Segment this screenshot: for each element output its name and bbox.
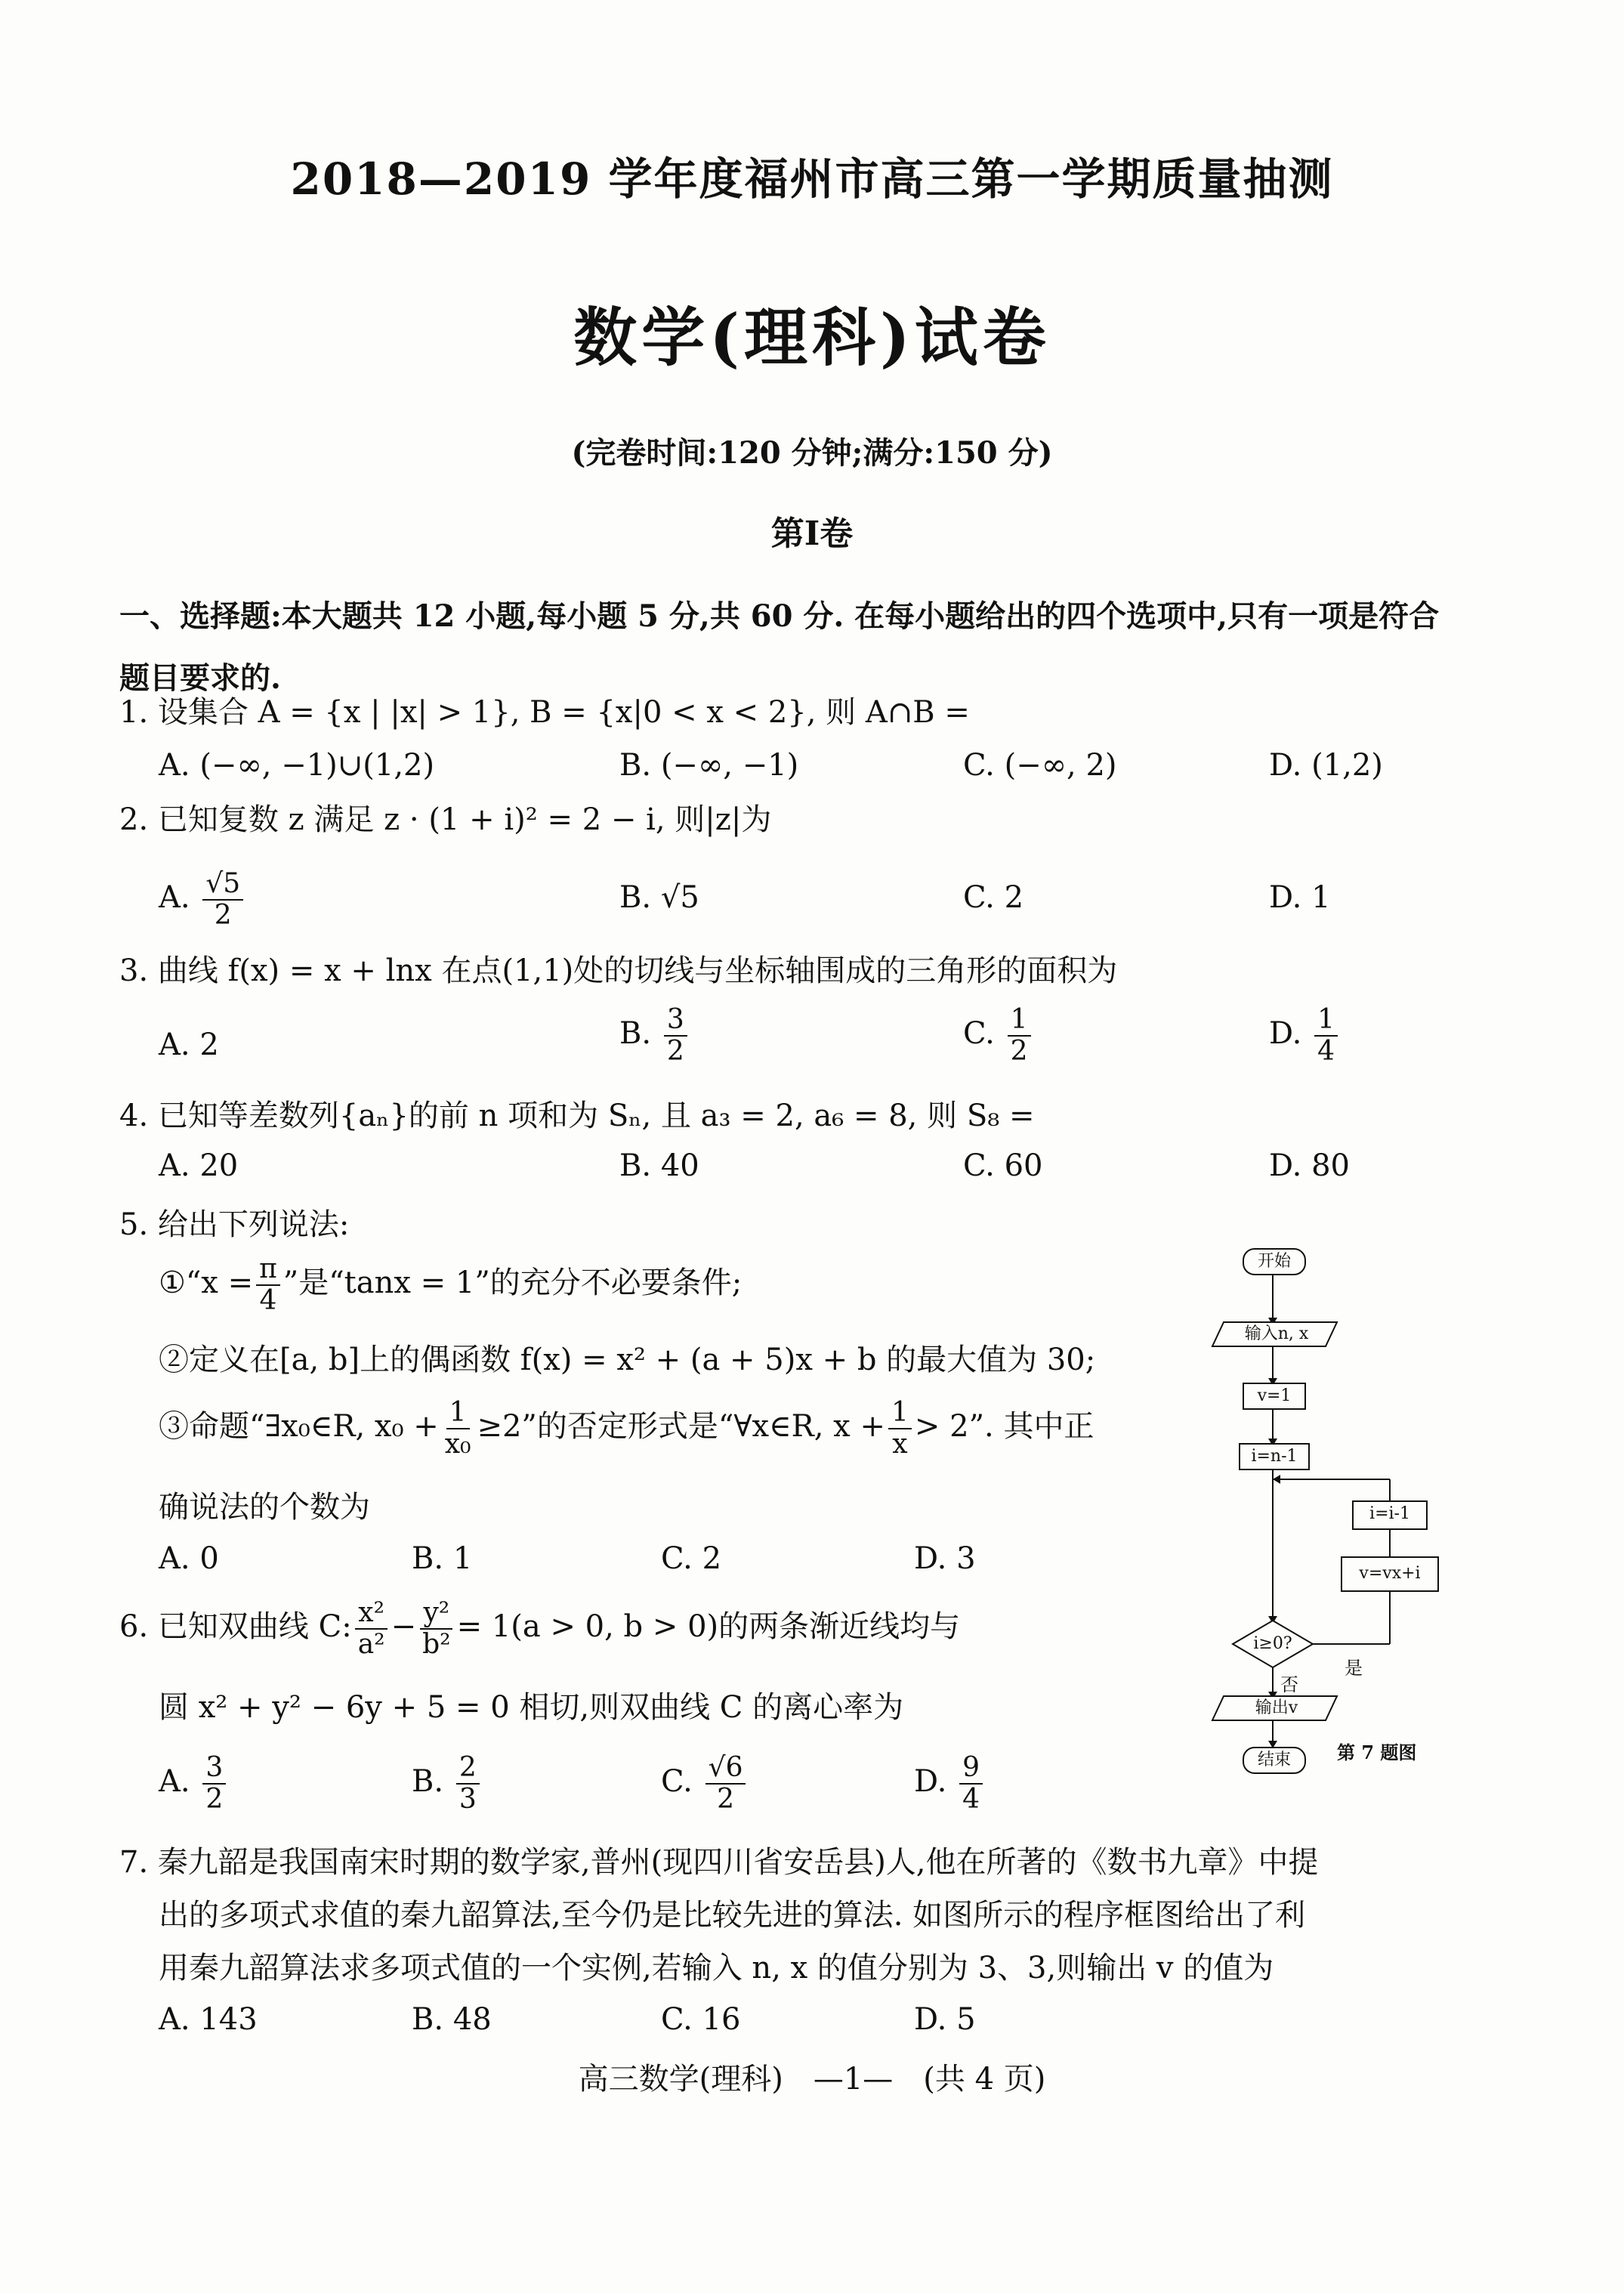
fraction-denominator: 3	[458, 1784, 477, 1815]
q2-option-d: D. 1	[1269, 880, 1331, 915]
q4-stem: 4. 已知等差数列{aₙ}的前 n 项和为 Sₙ, 且 a₃ = 2, a₆ = 8, 则 S₈ =	[119, 1099, 1035, 1133]
statement-text: > 2”. 其中正	[914, 1409, 1095, 1444]
q7-line-2: 出的多项式求值的秦九韶算法,至今仍是比较先进的算法. 如图所示的程序框图给出了利	[159, 1898, 1306, 1933]
q5-stem: 5. 给出下列说法:	[119, 1207, 350, 1242]
flowchart-init-i: i=n-1	[1239, 1443, 1310, 1470]
flowchart-init-v: v=1	[1243, 1383, 1306, 1410]
q4-option-b: B. 40	[619, 1148, 699, 1183]
q1-option-b: B. (−∞, −1)	[619, 748, 799, 783]
flowchart-start: 开始	[1243, 1248, 1306, 1275]
q7-option-b: B. 48	[412, 2002, 492, 2037]
option-letter: D.	[914, 1764, 947, 1799]
q1-stem: 1. 设集合 A = {x | |x| > 1}, B = {x|0 < x < 2}, 则 A∩B =	[119, 695, 970, 730]
fraction-denominator: 2	[666, 1036, 684, 1067]
option-letter: B.	[412, 1764, 444, 1799]
q6-stem-line2: 圆 x² + y² − 6y + 5 = 0 相切,则双曲线 C 的离心率为	[159, 1690, 904, 1725]
stem-text: 6. 已知双曲线 C:	[119, 1609, 352, 1644]
exam-title: 2018—2019 学年度福州市高三第一学期质量抽测	[290, 153, 1334, 205]
fraction-numerator: 2	[456, 1753, 480, 1785]
q2-option-a	[159, 869, 246, 931]
q2-option-c: C. 2	[963, 880, 1024, 915]
fraction-denominator: x₀	[444, 1429, 471, 1460]
q6-option-b	[412, 1753, 483, 1815]
fraction-numerator: 1	[888, 1398, 912, 1429]
q7-option-d: D. 5	[914, 2002, 976, 2037]
fraction-denominator: 4	[259, 1285, 277, 1316]
q7-line-3: 用秦九韶算法求多项式值的一个实例,若输入 n, x 的值分别为 3、3,则输出 v 的值为	[159, 1951, 1274, 1986]
q7-option-c: C. 16	[661, 2002, 741, 2037]
q3-option-b	[619, 1005, 690, 1067]
q3-stem: 3. 曲线 f(x) = x + lnx 在点(1,1)处的切线与坐标轴围成的三角形的面积为	[119, 953, 1118, 988]
fraction-numerator: 1	[446, 1398, 470, 1429]
q3-option-c	[963, 1005, 1034, 1067]
flowchart-input: 输入n, x	[1244, 1324, 1309, 1343]
q1-option-d: D. (1,2)	[1269, 748, 1383, 783]
statement-text: ③命题“∃x₀∈R, x₀ +	[159, 1409, 439, 1444]
q1-option-c: C. (−∞, 2)	[963, 748, 1117, 783]
fraction-denominator: x	[892, 1429, 908, 1460]
fraction-denominator: 2	[214, 900, 232, 931]
fraction-denominator: 4	[1317, 1036, 1335, 1067]
q5-statement-2: ②定义在[a, b]上的偶函数 f(x) = x² + (a + 5)x + b 的最大值为 30;	[159, 1343, 1096, 1377]
flowchart-end: 结束	[1243, 1747, 1306, 1774]
q5-option-c: C. 2	[661, 1541, 722, 1576]
option-letter: B.	[619, 1016, 652, 1051]
stem-text: −	[391, 1609, 417, 1644]
fraction-numerator: 3	[664, 1005, 687, 1037]
q2-stem: 2. 已知复数 z 满足 z · (1 + i)² = 2 − i, 则|z|为	[119, 802, 772, 837]
fraction-numerator: 1	[1314, 1005, 1338, 1037]
q5-option-b: B. 1	[412, 1541, 473, 1576]
q7-line-1: 7. 秦九韶是我国南宋时期的数学家,普州(现四川省安岳县)人,他在所著的《数书九章》中提	[119, 1845, 1319, 1880]
fraction-numerator: 3	[202, 1753, 226, 1785]
option-letter: A.	[159, 880, 190, 915]
fraction-denominator: b²	[422, 1629, 451, 1660]
fraction-numerator: 9	[959, 1753, 983, 1785]
fraction-numerator: x²	[355, 1598, 387, 1630]
q2-option-b: B. √5	[619, 880, 699, 915]
option-letter: C.	[661, 1764, 693, 1799]
flowchart-yes-label: 是	[1345, 1658, 1363, 1679]
option-letter: C.	[963, 1016, 995, 1051]
fraction-numerator: 1	[1008, 1005, 1031, 1037]
flowchart-caption: 第 7 题图	[1337, 1741, 1417, 1763]
q5-statement-3	[159, 1398, 1094, 1460]
page-footer: 高三数学(理科) —1— (共 4 页)	[578, 2062, 1046, 2097]
flowchart-no-label: 否	[1280, 1674, 1298, 1695]
exam-meta: (完卷时间:120 分钟;满分:150 分)	[571, 435, 1053, 471]
q3-option-a: A. 2	[159, 1028, 219, 1062]
q5-statement-1	[159, 1254, 742, 1316]
q4-option-a: A. 20	[159, 1148, 239, 1183]
stem-text: = 1(a > 0, b > 0)的两条渐近线均与	[456, 1609, 961, 1644]
statement-text: ①“x =	[159, 1265, 254, 1300]
exam-subject: 数学(理科)试卷	[573, 300, 1051, 375]
fraction-numerator: π	[256, 1254, 280, 1286]
fraction-denominator: 2	[205, 1784, 224, 1815]
option-letter: D.	[1269, 1016, 1302, 1051]
fraction-denominator: 2	[717, 1784, 734, 1815]
option-letter: A.	[159, 1764, 190, 1799]
q3-option-d	[1269, 1005, 1341, 1067]
q7-option-a: A. 143	[159, 2002, 258, 2037]
q6-option-c	[661, 1753, 749, 1815]
q7-flowchart	[1201, 1239, 1488, 1783]
flowchart-dec-i: i=i-1	[1352, 1500, 1428, 1530]
part-heading: 第Ⅰ卷	[770, 515, 854, 553]
q6-option-a	[159, 1753, 229, 1815]
q6-stem	[119, 1598, 960, 1660]
fraction-numerator: y²	[420, 1598, 452, 1630]
q5-option-d: D. 3	[914, 1541, 976, 1576]
flowchart-condition: i≥0?	[1253, 1634, 1292, 1653]
fraction-numerator: √5	[202, 869, 243, 901]
fraction-denominator: a²	[357, 1629, 385, 1660]
flowchart-update-v: v=vx+i	[1341, 1556, 1439, 1592]
fraction-denominator: 4	[962, 1784, 980, 1815]
q5-statement-3-cont: 确说法的个数为	[159, 1490, 370, 1525]
flowchart-output: 输出v	[1255, 1698, 1298, 1717]
q4-option-c: C. 60	[963, 1148, 1043, 1183]
q4-option-d: D. 80	[1269, 1148, 1350, 1183]
statement-text: ”是“tanx = 1”的充分不必要条件;	[283, 1265, 743, 1300]
q5-option-a: A. 0	[159, 1541, 219, 1576]
statement-text: ≥2”的否定形式是“∀x∈R, x +	[477, 1409, 885, 1444]
q6-option-d	[914, 1753, 986, 1815]
section-instructions: 一、选择题:本大题共 12 小题,每小题 5 分,共 60 分. 在每小题给出的四个选项中,只有一项是符合题目要求的.	[119, 598, 1440, 696]
fraction-numerator: √6	[705, 1753, 746, 1785]
fraction-denominator: 2	[1010, 1036, 1028, 1067]
q1-option-a: A. (−∞, −1)∪(1,2)	[159, 748, 435, 783]
